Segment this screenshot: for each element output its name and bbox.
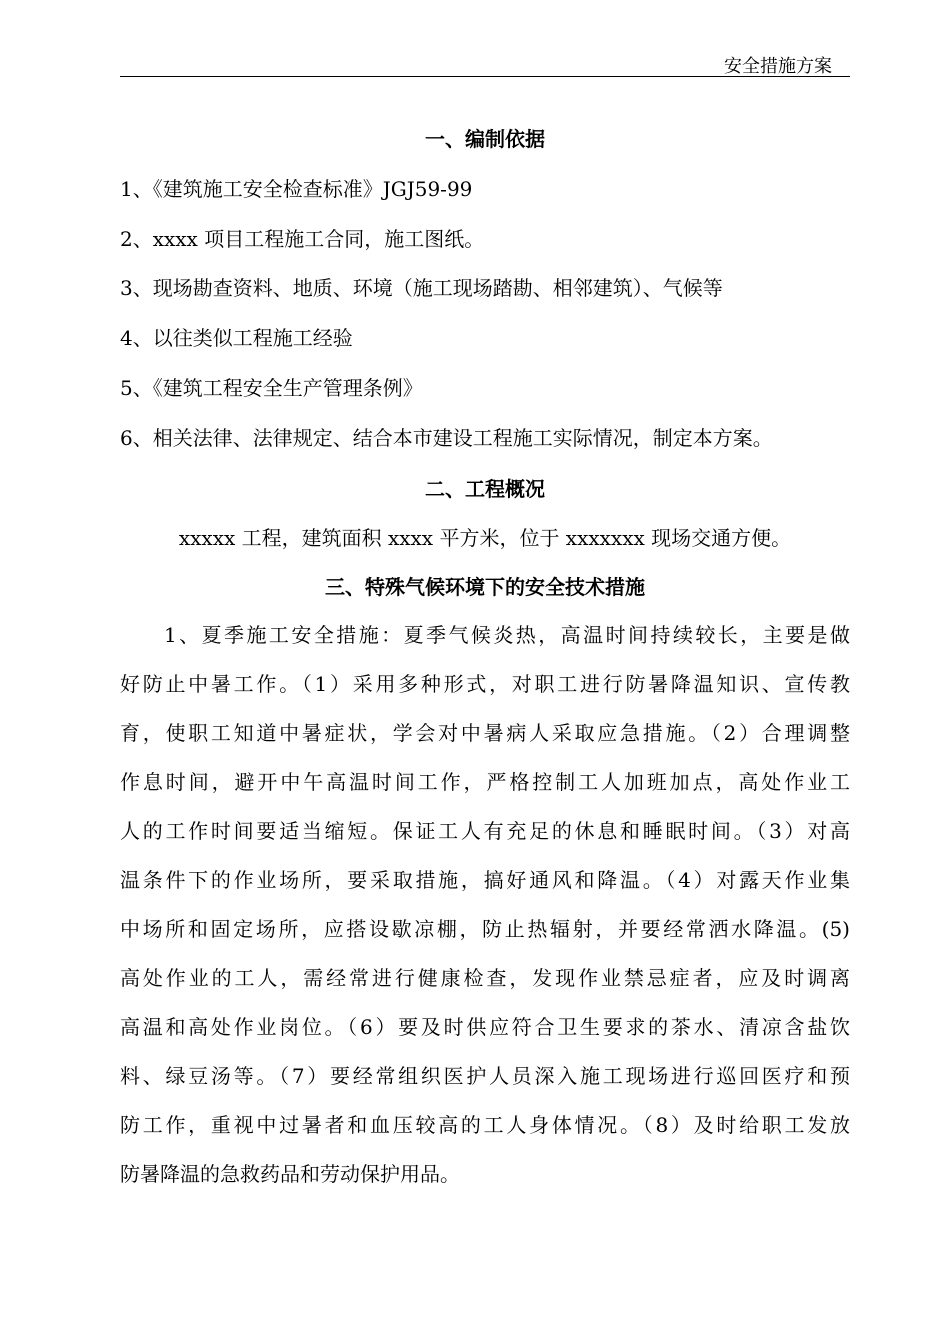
- paragraph-line: 高处作业的工人，需经常进行健康检查，发现作业禁忌症者，应及时调离: [120, 966, 850, 990]
- header-divider: [120, 76, 850, 77]
- paragraph-line: 1、夏季施工安全措施：夏季气候炎热，高温时间持续较长，主要是做: [164, 623, 850, 647]
- paragraph-line: 料、绿豆汤等。（7）要经常组织医护人员深入施工现场进行巡回医疗和预: [120, 1064, 850, 1088]
- section-heading-overview: 二、工程概况: [425, 477, 545, 501]
- basis-item-5: 5、《建筑工程安全生产管理条例》: [120, 376, 423, 400]
- paragraph-line: 作息时间，避开中午高温时间工作，严格控制工人加班加点，高处作业工: [120, 770, 850, 794]
- overview-text: xxxxx 工程，建筑面积 xxxx 平方米，位于 xxxxxxx 现场交通方便。: [178, 526, 792, 550]
- paragraph-line: 防暑降温的急救药品和劳动保护用品。: [120, 1162, 460, 1186]
- paragraph-line: 人的工作时间要适当缩短。保证工人有充足的休息和睡眠时间。（3）对高: [120, 819, 850, 843]
- basis-item-1: 1、《建筑施工安全检查标准》JGJ59-99: [120, 177, 473, 201]
- basis-item-6: 6、相关法律、法律规定、结合本市建设工程施工实际情况，制定本方案。: [120, 426, 773, 450]
- paragraph-line: 好防止中暑工作。（1）采用多种形式，对职工进行防暑降温知识、宣传教: [120, 672, 850, 696]
- paragraph-line: 防工作，重视中过暑者和血压较高的工人身体情况。（8）及时给职工发放: [120, 1113, 850, 1137]
- section-heading-measures: 三、特殊气候环境下的安全技术措施: [325, 575, 645, 599]
- basis-item-4: 4、以往类似工程施工经验: [120, 326, 353, 350]
- section-heading-basis: 一、编制依据: [425, 127, 545, 151]
- paragraph-line: 温条件下的作业场所，要采取措施，搞好通风和降温。（4）对露天作业集: [120, 868, 850, 892]
- paragraph-line: 中场所和固定场所，应搭设歇凉棚，防止热辐射，并要经常洒水降温。(5): [120, 917, 850, 941]
- basis-item-3: 3、现场勘查资料、地质、环境（施工现场踏勘、相邻建筑）、气候等: [120, 276, 723, 300]
- summer-safety-paragraph: [120, 617, 850, 1205]
- paragraph-line: 高温和高处作业岗位。（6）要及时供应符合卫生要求的茶水、清凉含盐饮: [120, 1015, 850, 1039]
- basis-item-2: 2、xxxx 项目工程施工合同，施工图纸。: [120, 227, 485, 251]
- header-title: 安全措施方案: [724, 56, 832, 77]
- paragraph-line: 育，使职工知道中暑症状，学会对中暑病人采取应急措施。（2）合理调整: [120, 721, 850, 745]
